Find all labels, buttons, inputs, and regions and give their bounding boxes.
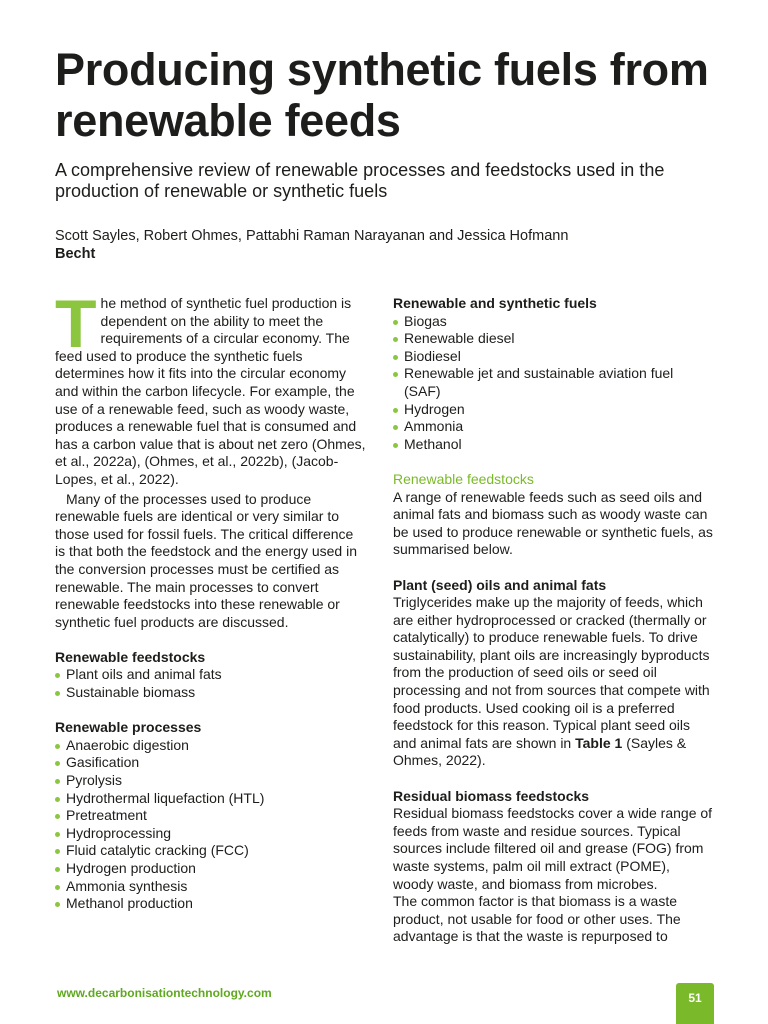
right-column [393,295,713,946]
residual-biomass-heading: Residual biomass feedstocks [393,787,590,804]
renewable-processes-list-heading: Renewable processes [55,719,202,736]
table-reference: Table 1 [575,734,623,751]
plant-oils-body-text: Triglycerides make up the majority of feeds, which are either hydroprocessed or cracked (thermally or catalytically) to produce renewable fuels. To drive sustainability, plant oils are increasingly byproducts from the production of seed oils or seed oil processing and not from sources that compete with food products. Used cooking oil is a preferred feedstock for this reason. Typical plant seed oils and animal fats are shown in [393,594,710,751]
list-item: Fluid catalytic cracking (FCC) [55,842,367,860]
residual-biomass-body-2: The common factor is that biomass is a waste product, not usable for food or other uses. The advantage is that the waste is repurposed to [393,893,681,945]
list-item: Hydrogen [393,401,713,419]
footer-url-link[interactable]: www.decarbonisationtechnology.com [57,986,272,1000]
list-item: Ammonia synthesis [55,878,367,896]
renewable-feedstocks-section-body: A range of renewable feeds such as seed oils and animal fats and biomass such as woody waste can be used to produce renewable or synthetic fuels, as summarised below. [393,488,713,558]
list-item: Pyrolysis [55,772,367,790]
list-item: Renewable diesel [393,330,713,348]
renewable-feedstocks-section-heading: Renewable feedstocks [393,470,534,487]
second-paragraph: Many of the processes used to produce renewable fuels are identical or very similar to those used for fossil fuels. The critical difference is that both the feedstock and the energy used in the conversion processes must be certified as renewable. The main processes to convert renewable feedstocks into these renewable or synthetic fuel products are discussed. [55,490,357,630]
list-item: Renewable jet and sustainable aviation fuel (SAF) [393,365,713,400]
list-item: Gasification [55,754,367,772]
renewable-feedstocks-list-heading: Renewable feedstocks [55,648,206,665]
renewable-synthetic-fuels-list [393,313,713,454]
list-item: Sustainable biomass [55,684,367,702]
list-item: Hydrogen production [55,860,367,878]
list-item: Plant oils and animal fats [55,666,367,684]
list-item: Hydrothermal liquefaction (HTL) [55,790,367,808]
list-item: Methanol production [55,895,367,913]
list-item: Pretreatment [55,807,367,825]
plant-oils-heading: Plant (seed) oils and animal fats [393,576,607,593]
article-subtitle: A comprehensive review of renewable processes and feedstocks used in the production of renewable or synthetic fuels [55,160,665,201]
list-item: Hydroprocessing [55,825,367,843]
author-block [55,227,735,263]
list-item: Biodiesel [393,348,713,366]
list-item: Methanol [393,436,713,454]
renewable-feedstocks-list [55,666,367,701]
list-item: Biogas [393,313,713,331]
residual-biomass-body-1: Residual biomass feedstocks cover a wide range of feeds from waste and residue sources. Typical sources include filtered oil and grease (FOG) from waste systems, palm oil mill extract (POME), woody waste, and biomass from microbes. [393,805,713,892]
article-title: Producing synthetic fuels from renewable feeds [55,44,709,146]
left-column [55,286,367,913]
renewable-processes-list [55,737,367,913]
author-names: Scott Sayles, Robert Ohmes, Pattabhi Raman Narayanan and Jessica Hofmann [55,228,569,244]
list-item: Anaerobic digestion [55,737,367,755]
author-company: Becht [55,246,96,262]
intro-paragraph [55,286,367,489]
list-item: Ammonia [393,418,713,436]
plant-oils-body [393,594,713,770]
plant-oils-citation: (Sayles & Ohmes, 2022). [393,734,687,769]
intro-paragraph-text: he method of synthetic fuel production is dependent on the ability to meet the requirements of a circular economy. The feed used to produce the synthetic fuels determines how it fits into the circular economy and within the carbon lifecycle. For example, the use of a renewable feed, such as woody waste, produces a renewable fuel that is consumed and has a carbon value that is about net zero (Ohmes, et al., 2022a), (Ohmes, et al., 2022b), (Jacob-Lopes, et al., 2022). [55,295,366,487]
drop-cap: T [55,286,97,362]
page-number-badge: 51 [676,983,714,1024]
renewable-synthetic-fuels-heading: Renewable and synthetic fuels [393,295,597,311]
